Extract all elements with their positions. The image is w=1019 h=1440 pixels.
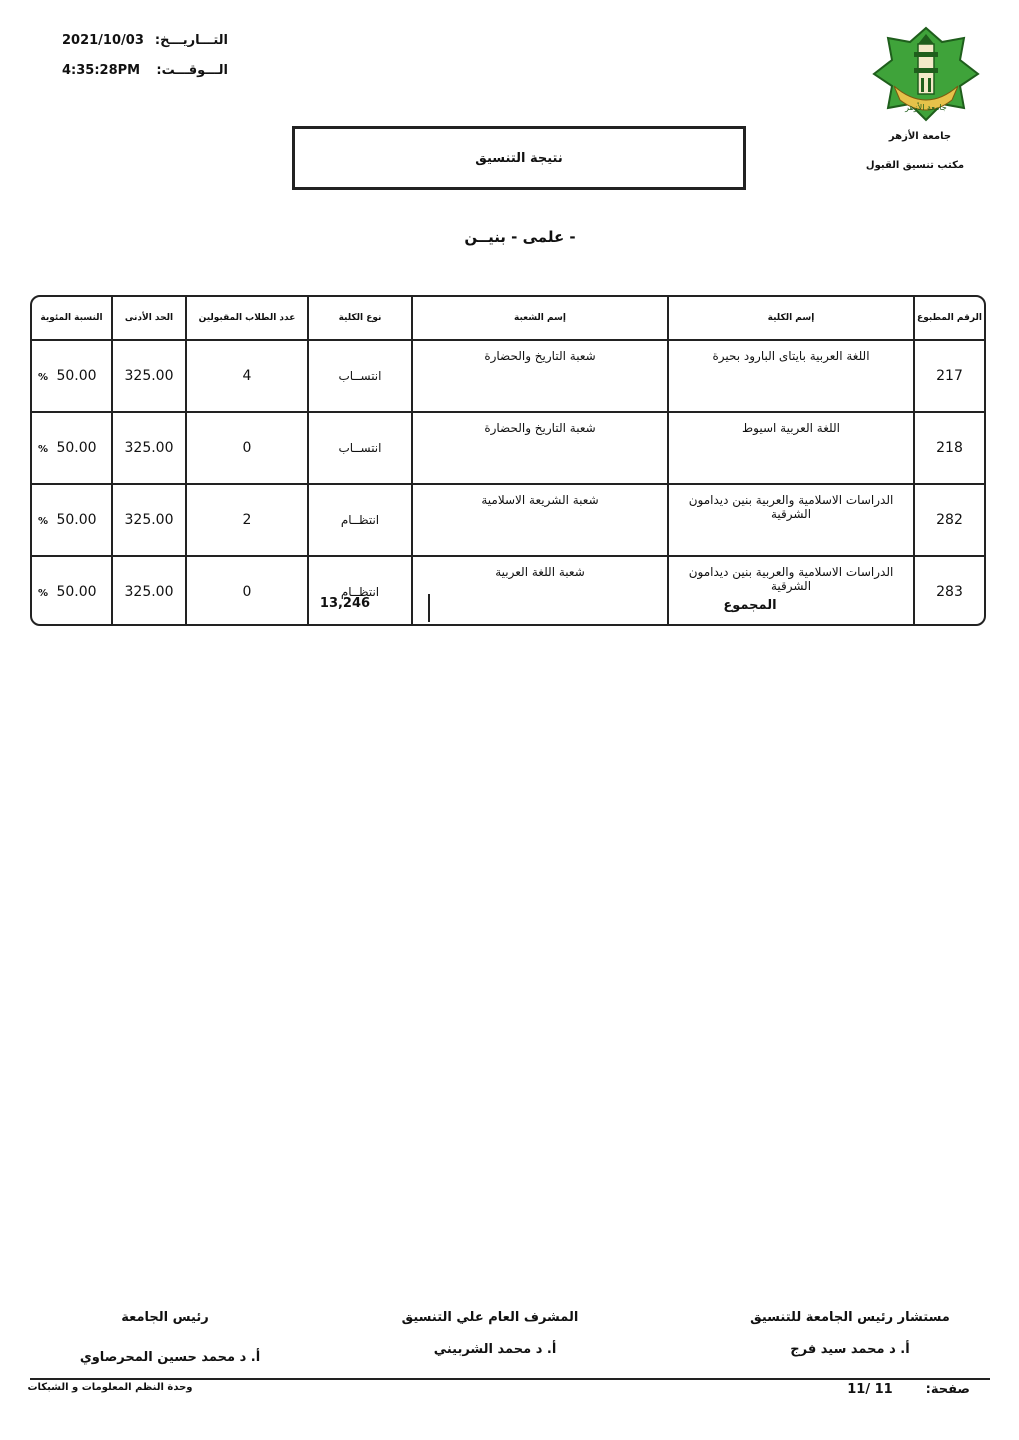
- row-college: الدراسات الاسلامية والعربية بنين ديدامون الشرقية: [668, 484, 914, 556]
- header-code: الرقم المطبوع: [914, 297, 984, 340]
- table-row: [32, 412, 984, 484]
- table-header-row: [32, 297, 984, 340]
- signature-title-supervisor: المشرف العام علي التنسيق: [401, 1310, 579, 1325]
- percent-value: 50.00: [56, 512, 97, 528]
- row-min: 325.00: [112, 556, 186, 626]
- row-code: 282: [914, 484, 984, 556]
- time-value: 4:35:28PM: [62, 63, 141, 78]
- time-label: الـــوقـــت:: [156, 63, 228, 78]
- percent-sign: %: [38, 516, 49, 527]
- percent-sign: %: [38, 372, 49, 383]
- row-type: انتســاب: [308, 340, 412, 412]
- page-label: صفحة:: [925, 1382, 970, 1397]
- percent-value: 50.00: [56, 584, 97, 600]
- row-code: 283: [914, 556, 984, 626]
- row-division: شعبة التاريخ والحضارة: [412, 340, 668, 412]
- al-azhar-emblem-icon: [868, 22, 984, 126]
- total-value: 13,246: [319, 596, 371, 611]
- row-count: 0: [186, 556, 308, 626]
- row-code: 218: [914, 412, 984, 484]
- row-college: اللغة العربية اسيوط: [668, 412, 914, 484]
- header-type: نوع الكلية: [308, 297, 412, 340]
- table-row: [32, 484, 984, 556]
- row-count: 4: [186, 340, 308, 412]
- results-table: [30, 295, 986, 626]
- total-label: المجموع: [723, 598, 777, 613]
- header-college: إسم الكلية: [668, 297, 914, 340]
- row-type: انتظــام: [308, 556, 412, 626]
- signature-name-president: أ. د محمد حسين المحرصاوي: [79, 1350, 261, 1365]
- row-count: 0: [186, 412, 308, 484]
- header-count: عدد الطلاب المقبولين: [186, 297, 308, 340]
- signature-name-supervisor: أ. د محمد الشربيني: [433, 1342, 557, 1357]
- header-percent: النسبة المئوية: [32, 297, 112, 340]
- percent-sign: %: [38, 444, 49, 455]
- total-divider: [428, 594, 430, 622]
- row-type: انتظــام: [308, 484, 412, 556]
- row-percent: [32, 484, 112, 556]
- org-name: جامعة الأزهر: [888, 131, 952, 142]
- logo-text: جامعة الأزهر: [905, 103, 947, 112]
- row-division: شعبة الشريعة الاسلامية: [412, 484, 668, 556]
- percent-value: 50.00: [56, 440, 97, 456]
- header-min: الحد الأدنى: [112, 297, 186, 340]
- row-percent: [32, 340, 112, 412]
- unit-name: وحدة النظم المعلومات و الشبكات: [27, 1382, 193, 1393]
- header-division: إسم الشعبة: [412, 297, 668, 340]
- row-college: الدراسات الاسلامية والعربية بنين ديدامون الشرقية: [668, 556, 914, 626]
- signature-name-advisor: أ. د محمد سيد فرج: [790, 1342, 910, 1357]
- table-row: [32, 340, 984, 412]
- signature-title-advisor: مستشار رئيس الجامعة للتنسيق: [750, 1310, 950, 1325]
- percent-value: 50.00: [56, 368, 97, 384]
- row-min: 325.00: [112, 412, 186, 484]
- row-min: 325.00: [112, 484, 186, 556]
- office-name: مكتب تنسيق القبول: [865, 160, 965, 171]
- footer-divider: [30, 1378, 990, 1380]
- row-college: اللغة العربية بايتاى البارود بحيرة: [668, 340, 914, 412]
- row-division: شعبة اللغة العربية: [412, 556, 668, 626]
- row-count: 2: [186, 484, 308, 556]
- percent-sign: %: [38, 588, 49, 599]
- row-min: 325.00: [112, 340, 186, 412]
- date-value: 2021/10/03: [62, 33, 144, 48]
- page-subtitle: - علمى - بنيــن: [464, 228, 576, 246]
- row-code: 217: [914, 340, 984, 412]
- total-row: [30, 594, 982, 622]
- row-type: انتســاب: [308, 412, 412, 484]
- signature-title-president: رئيس الجامعة: [121, 1310, 209, 1325]
- page-title: نتيجة التنسيق: [292, 126, 746, 190]
- row-division: شعبة التاريخ والحضارة: [412, 412, 668, 484]
- date-label: التـــاريـــخ:: [154, 33, 228, 48]
- row-percent: [32, 412, 112, 484]
- page-number: 11/ 11: [847, 1382, 893, 1397]
